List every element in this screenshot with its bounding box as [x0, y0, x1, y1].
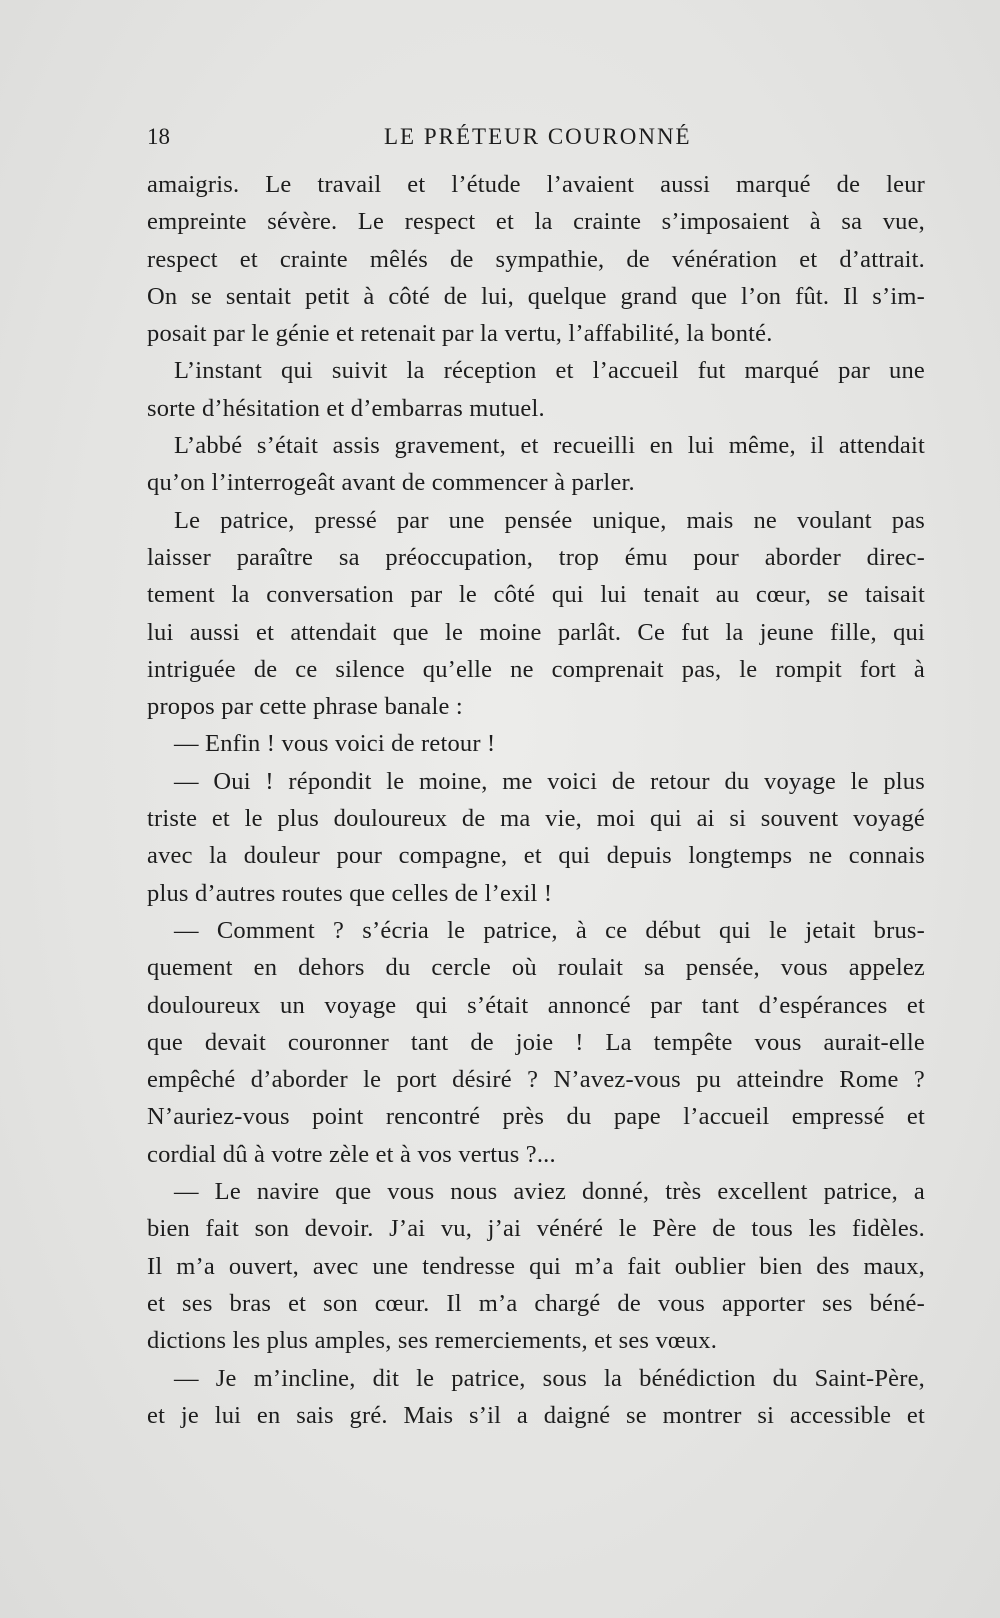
text-line: propos par cette phrase banale :	[147, 693, 463, 721]
text-line: — Comment ? s’écria le patrice, à ce début qui le jetait brus-	[174, 916, 925, 944]
text-line: posait par le génie et retenait par la vertu, l’affabilité, la bonté.	[147, 320, 773, 348]
text-line: tement la conversation par le côté qui lui tenait au cœur, se taisait	[147, 581, 925, 609]
text-line: — Le navire que vous nous aviez donné, très excellent patrice, a	[174, 1178, 925, 1206]
text-line: que devait couronner tant de joie ! La tempête vous aurait-elle	[147, 1028, 925, 1056]
text-line: — Enfin ! vous voici de retour !	[174, 730, 496, 758]
book-title: LE PRÉTEUR COURONNÉ	[384, 124, 692, 149]
text-line: — Oui ! répondit le moine, me voici de retour du voyage le plus	[174, 767, 925, 795]
text-line: L’abbé s’était assis gravement, et recueilli en lui même, il attendait	[174, 432, 925, 460]
text-line: empreinte sévère. Le respect et la crainte s’imposaient à sa vue,	[147, 208, 925, 236]
text-line: qu’on l’interrogeât avant de commencer à parler.	[147, 469, 635, 497]
running-head	[147, 124, 922, 154]
text-line: — Je m’incline, dit le patrice, sous la bénédiction du Saint-Père,	[174, 1364, 925, 1392]
body-text	[147, 166, 925, 1434]
text-line: bien fait son devoir. J’ai vu, j’ai vénéré le Père de tous les fidèles.	[147, 1215, 925, 1243]
text-line: laisser paraître sa préoccupation, trop ému pour aborder direc-	[147, 543, 925, 571]
text-line: respect et crainte mêlés de sympathie, de vénération et d’attrait.	[147, 245, 925, 273]
text-line: avec la douleur pour compagne, et qui depuis longtemps ne connais	[147, 842, 925, 870]
text-line: plus d’autres routes que celles de l’exil !	[147, 879, 553, 907]
text-line: intriguée de ce silence qu’elle ne comprenait pas, le rompit fort à	[147, 655, 925, 683]
text-line: Il m’a ouvert, avec une tendresse qui m’a fait oublier bien des maux,	[147, 1252, 925, 1280]
text-line: et je lui en sais gré. Mais s’il a daigné se montrer si accessible et	[147, 1401, 925, 1429]
text-line: amaigris. Le travail et l’étude l’avaient aussi marqué de leur	[147, 171, 925, 198]
text-line: dictions les plus amples, ses remerciements, et ses vœux.	[147, 1327, 718, 1355]
text-line: empêché d’aborder le port désiré ? N’avez-vous pu atteindre Rome ?	[147, 1066, 925, 1094]
page-number: 18	[147, 124, 170, 149]
text-line: On se sentait petit à côté de lui, quelque grand que l’on fût. Il s’im-	[147, 282, 925, 310]
text-line: triste et le plus douloureux de ma vie, moi qui ai si souvent voyagé	[147, 805, 925, 833]
text-line: lui aussi et attendait que le moine parlât. Ce fut la jeune fille, qui	[147, 618, 925, 646]
text-line: quement en dehors du cercle où roulait sa pensée, vous appelez	[147, 954, 925, 982]
text-line: douloureux un voyage qui s’était annoncé par tant d’espérances et	[147, 991, 925, 1019]
text-line: Le patrice, pressé par une pensée unique, mais ne voulant pas	[174, 506, 925, 534]
text-line: sorte d’hésitation et d’embarras mutuel.	[147, 394, 545, 422]
text-line: L’instant qui suivit la réception et l’accueil fut marqué par une	[174, 357, 925, 385]
text-line: cordial dû à votre zèle et à vos vertus ?...	[147, 1140, 556, 1168]
text-line: N’auriez-vous point rencontré près du pape l’accueil empressé et	[147, 1103, 925, 1131]
text-line: et ses bras et son cœur. Il m’a chargé de vous apporter ses béné-	[147, 1289, 925, 1317]
